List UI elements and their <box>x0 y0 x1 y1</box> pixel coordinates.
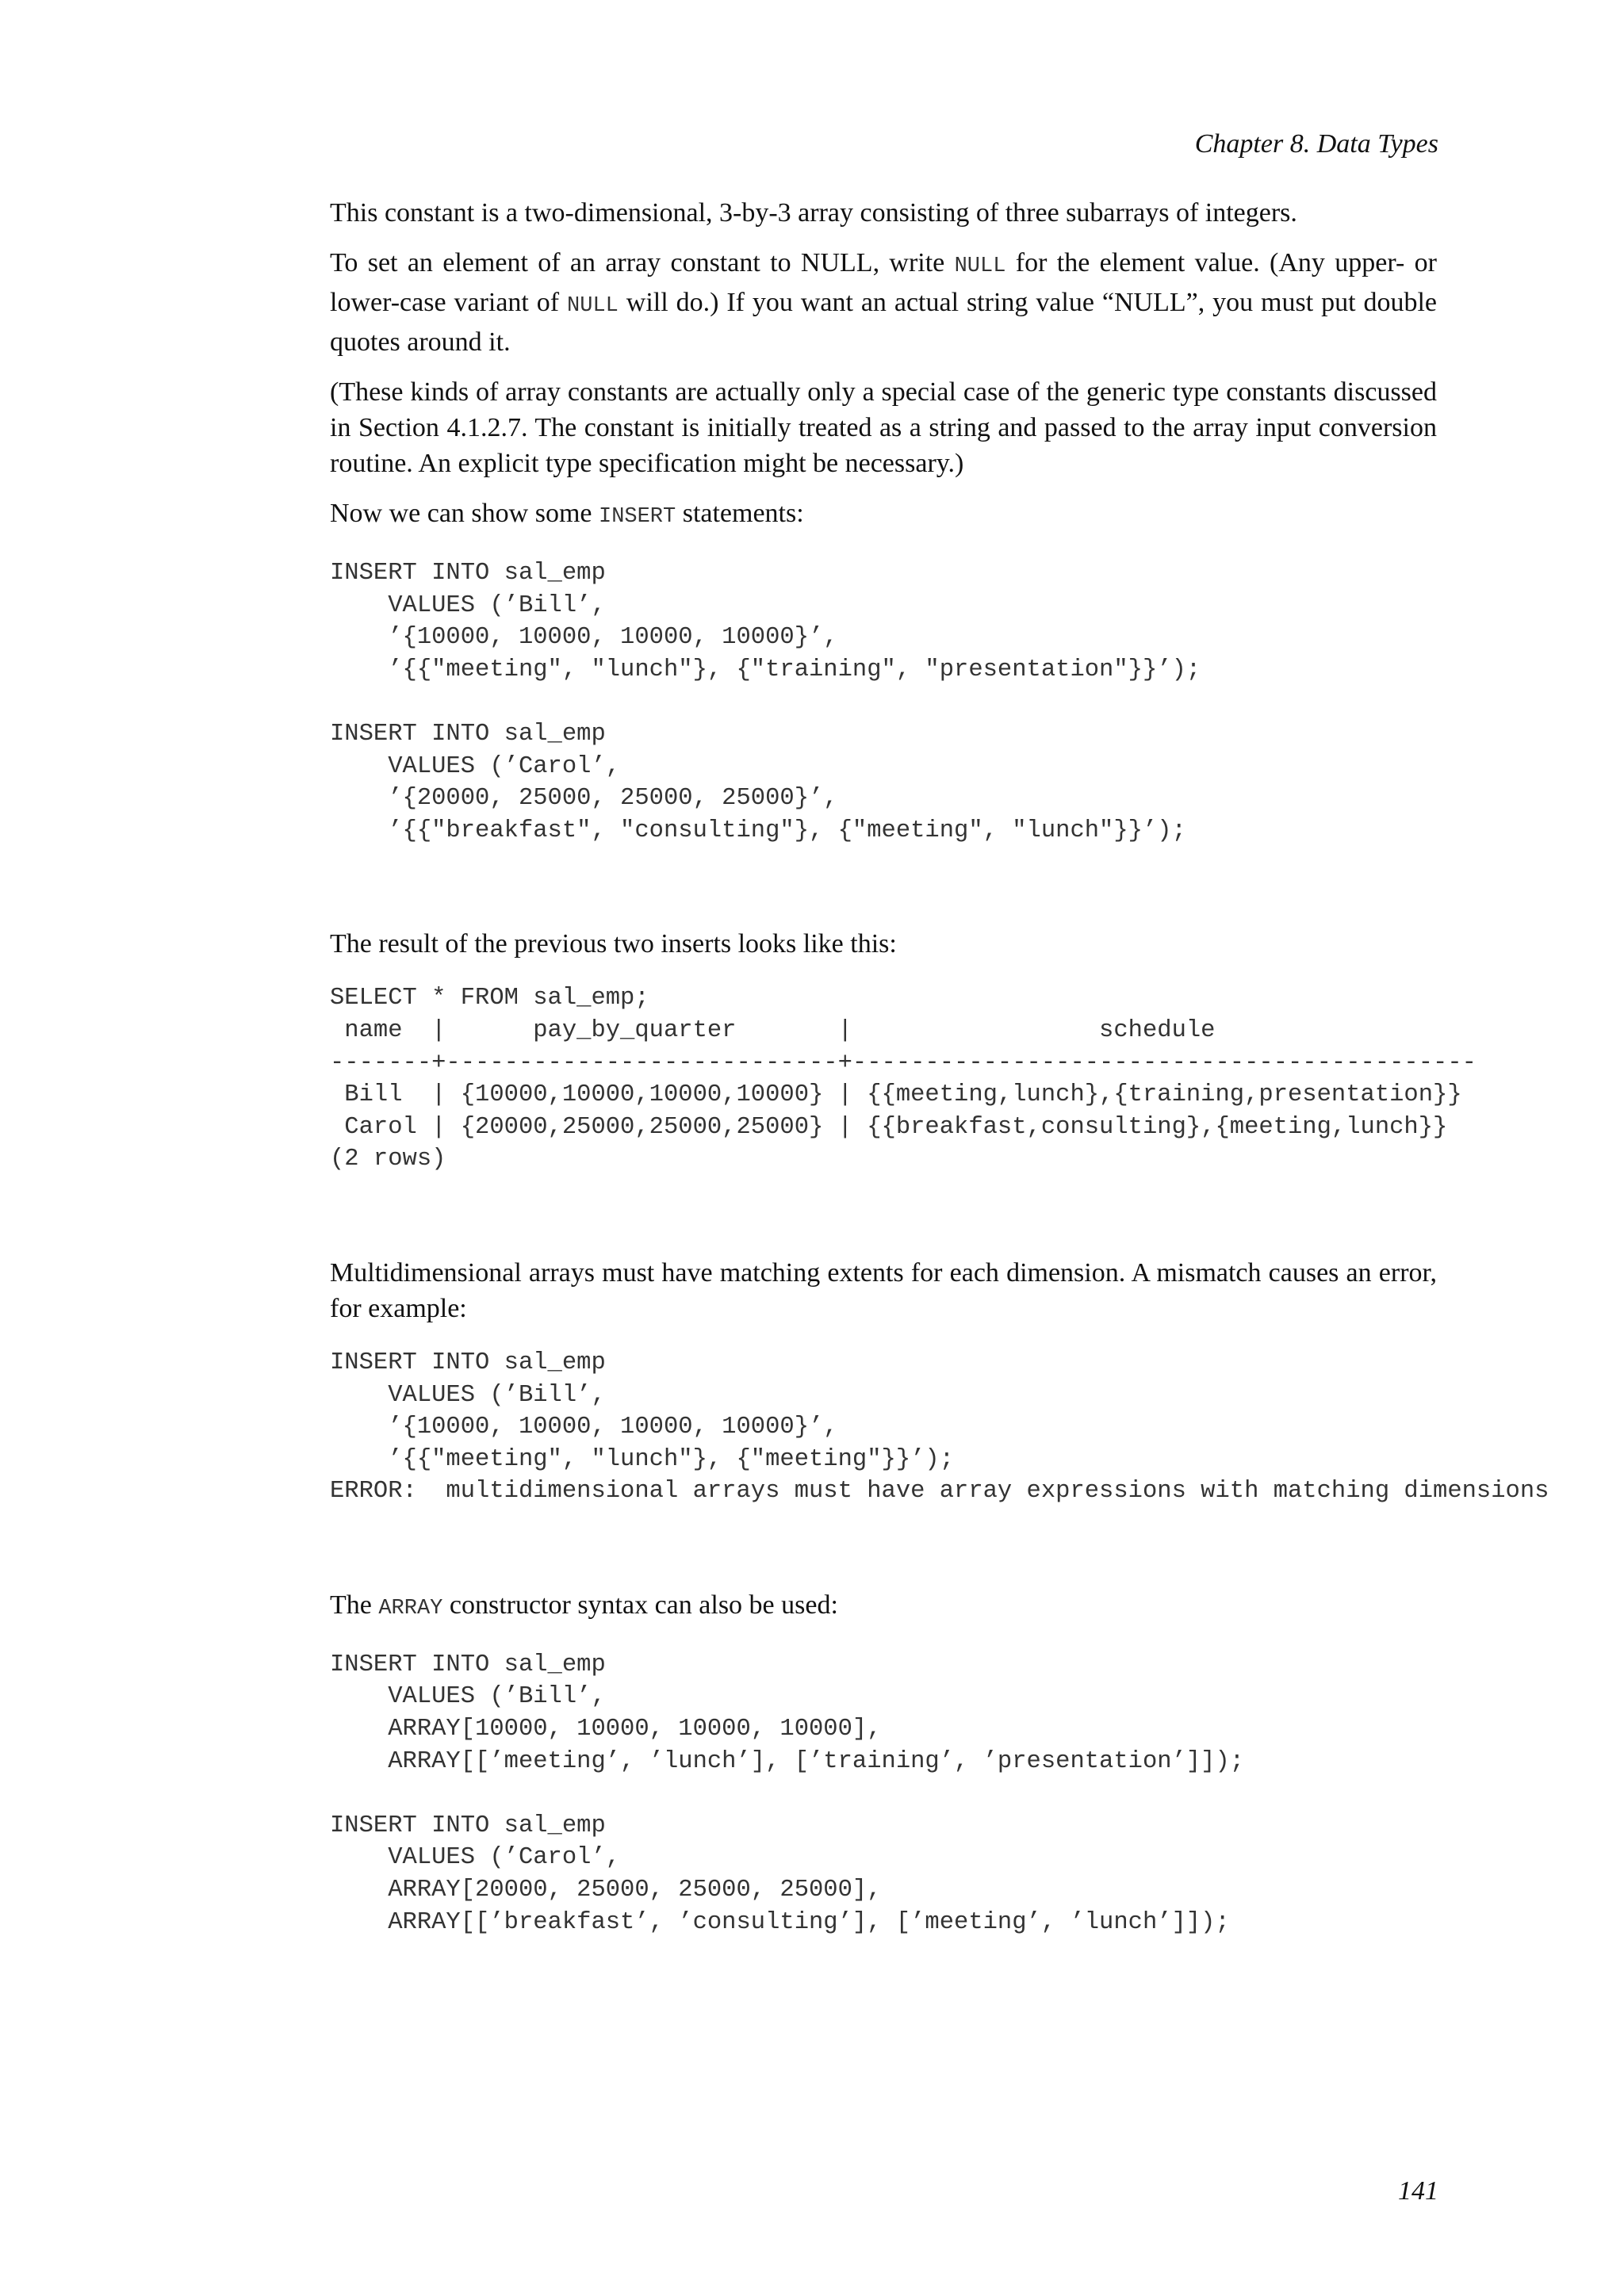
paragraph-null-elements <box>330 245 1437 360</box>
paragraph-dimension-mismatch <box>330 1255 1437 1326</box>
paragraph-insert-intro <box>330 496 1437 535</box>
paragraph-text: The result of the previous two inserts looks like this: <box>330 929 897 959</box>
code-block-insert-literals: INSERT INTO sal_emp VALUES (’Bill’, ’{10000, 10000, 10000, 10000}’, ’{{"meeting", "lunch"}, {"training", "presentation"}}’); INSERT INTO sal_emp VALUES (’Carol’, ’{20000, 25000, 25000, 25000}’, ’{{"breakfast", "consulting"}, {"meeting", "lunch"}}’); <box>330 560 1201 844</box>
paragraph-text: for the element value. (Any upper- or lower-case variant of <box>330 248 1437 317</box>
page-number: 141 <box>1398 2176 1438 2206</box>
running-header: Chapter 8. Data Types <box>1194 129 1438 159</box>
inline-code-insert: INSERT <box>599 505 676 529</box>
paragraph-3by3-array <box>330 195 1437 231</box>
paragraph-text: This constant is a two-dimensional, 3-by-3 array consisting of three subarrays of integers. <box>330 198 1297 228</box>
paragraph-text: statements: <box>676 499 804 528</box>
code-block-mismatch-error: INSERT INTO sal_emp VALUES (’Bill’, ’{10000, 10000, 10000, 10000}’, ’{{"meeting", "lunch"}, {"meeting"}}’); ERROR: multidimensional arrays must have array expressions with matching dimensions <box>330 1349 1549 1506</box>
paragraph-text: Multidimensional arrays must have matching extents for each dimension. A mismatch causes an error, for example: <box>330 1257 1437 1323</box>
paragraph-text: To set an element of an array constant to NULL, write <box>330 248 955 277</box>
paragraph-text: The <box>330 1590 379 1620</box>
paragraph-text: Now we can show some <box>330 499 599 528</box>
paragraph-text: constructor syntax can also be used: <box>442 1590 838 1620</box>
page-content <box>330 195 1549 1938</box>
inline-code-array: ARRAY <box>378 1596 443 1621</box>
paragraph-result-intro <box>330 926 1437 962</box>
paragraph-text: (These kinds of array constants are actually only a special case of the generic type constants discussed in Section 4.1.2.7. The constant is initially treated as a string and passed to the array input conversion routine. An explicit type specification might be necessary.) <box>330 377 1437 478</box>
paragraph-array-constructor <box>330 1587 1437 1627</box>
inline-code-null: NULL <box>567 294 619 318</box>
paragraph-generic-constants <box>330 374 1437 481</box>
inline-code-null: NULL <box>954 254 1006 278</box>
code-block-select-result: SELECT * FROM sal_emp; name | pay_by_quarter | schedule -------+---------------------------+------------------------------------------- Bill | {10000,10000,10000,10000} | {{meeting,lunch},{training,presentation}} Carol | {20000,25000,25000,25000} | {{breakfast,consulting},{meeting,lunch}} (2 rows) <box>330 985 1477 1173</box>
paragraph-text: will do.) If you want an actual string value “NULL”, you must put double quotes around it. <box>330 288 1437 357</box>
code-block-array-constructor: INSERT INTO sal_emp VALUES (’Bill’, ARRAY[10000, 10000, 10000, 10000], ARRAY[[’meeting’, ’lunch’], [’training’, ’presentation’]]); INSERT INTO sal_emp VALUES (’Carol’, ARRAY[20000, 25000, 25000, 25000], ARRAY[[’breakfast’, ’consulting’], [’meeting’, ’lunch’]]); <box>330 1651 1245 1936</box>
